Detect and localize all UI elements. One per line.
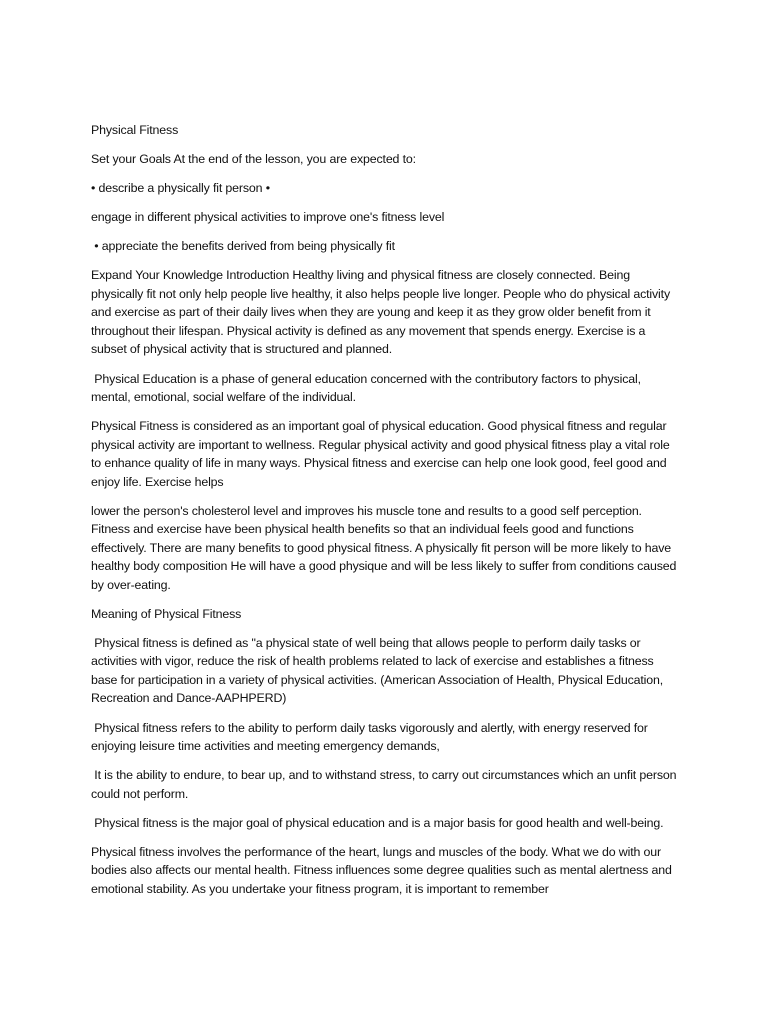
paragraph-performance: Physical fitness involves the performance of the heart, lungs and muscles of the body. What we do with our bodies also affects our mental health. Fitness influences some degree qualities such as mental alertness and emotional stability. As you undertake your fitness program, it is important to remember <box>91 844 672 896</box>
goals-intro: Set your Goals At the end of the lesson, you are expected to: <box>91 152 416 167</box>
goal-bullet-appreciate: • appreciate the benefits derived from being physically fit <box>91 239 395 254</box>
document-title: Physical Fitness <box>91 123 179 137</box>
paragraph-goal-of-pe: Physical Fitness is considered as an important goal of physical education. Good physical fitness and regular physical activity are important to wellness. Regular physical activity and good physical fitness play a vital role to enhance quality of life in many ways. Physical fitness and exercise can help one look good, feel good and enjoy life. Exercise helps <box>91 419 670 489</box>
section-heading-meaning: Meaning of Physical Fitness <box>91 606 242 621</box>
paragraph-introduction: Expand Your Knowledge Introduction Healthy living and physical fitness are closely connected. Being physically fit not only help people live healthy, it also helps people live longer. People who do physical activity and exercise as part of their daily lives when they are young and keep it as they grow older benefit from it throughout their lifespan. Physical activity is defined as any movement that spends energy. Exercise is a subset of physical activity that is structured and planned. <box>91 268 671 357</box>
paragraph-endurance: It is the ability to endure, to bear up, and to withstand stress, to carry out circumstances which an unfit person could not perform. <box>91 768 680 801</box>
paragraph-physical-education: Physical Education is a phase of general education concerned with the contributory factors to physical, mental, emotional, social welfare of the individual. <box>91 371 645 405</box>
paragraph-major-goal: Physical fitness is the major goal of physical education and is a major basis for good health and well-being. <box>91 815 664 830</box>
paragraph-definition: Physical fitness is defined as "a physical state of well being that allows people to perform daily tasks or activities with vigor, reduce the risk of health problems related to lack of exercise and establishes a fitness base for participation in a variety of physical activities. (American Association of Health, Physical Education, Recreation and Dance-AAPHPERD) <box>91 635 667 706</box>
paragraph-ability: Physical fitness refers to the ability to perform daily tasks vigorously and alertly, with energy reserved for enjoying leisure time activities and meeting emergency demands, <box>91 720 652 754</box>
goal-bullet-describe: • describe a physically fit person • <box>91 181 270 196</box>
goal-bullet-engage: engage in different physical activities to improve one's fitness level <box>91 210 445 225</box>
paragraph-benefits: lower the person's cholesterol level and improves his muscle tone and results to a good self perception. Fitness and exercise have been physical health benefits so that an individual feels good and functions effectively. There are many benefits to good physical fitness. A physically fit person will be more likely to have healthy body composition He will have a good physique and will be less likely to suffer from conditions caused by over-eating. <box>91 503 677 592</box>
document-body <box>91 121 681 909</box>
